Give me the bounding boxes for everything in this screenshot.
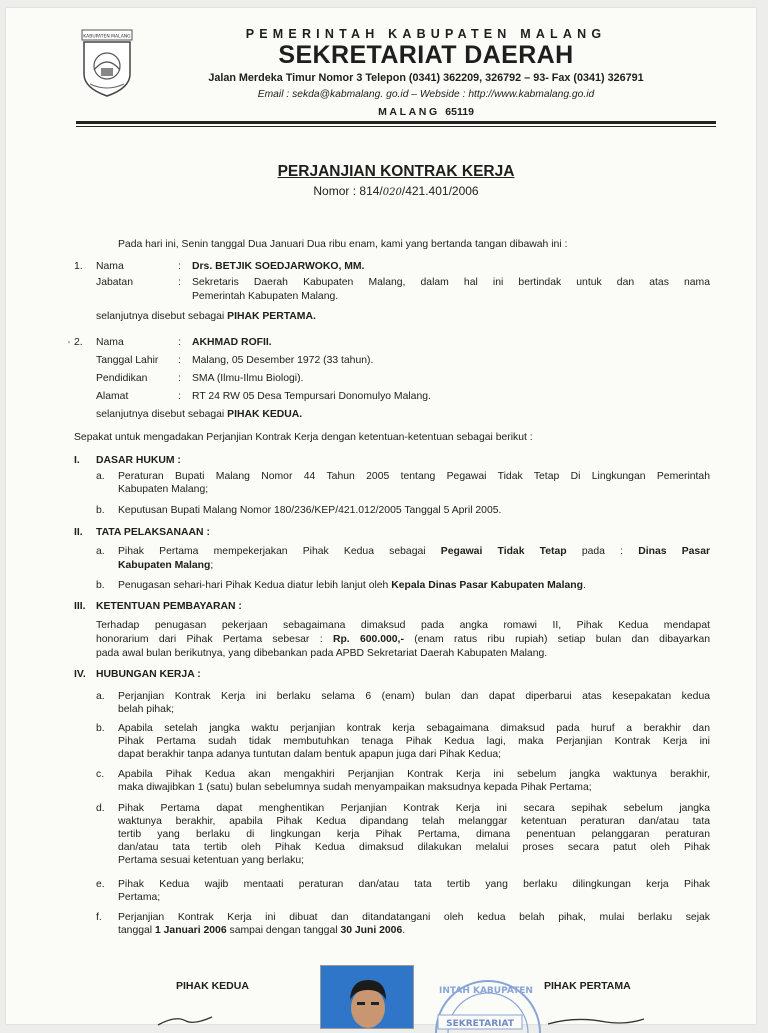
section4-b-line3: dapat berakhir tanpa adanya tuntutan dalam bentuk apapun juga dari Pihak Kedua; xyxy=(118,749,502,760)
section4-e-label: e. xyxy=(96,879,105,890)
signature-mark-left xyxy=(156,1013,216,1027)
stamp-text: SEKRETARIAT xyxy=(446,1019,514,1029)
section4-number: IV. xyxy=(74,669,86,680)
margin-mark: ' xyxy=(68,340,70,351)
party2-number: 2. xyxy=(74,337,83,348)
intro-text: Pada hari ini, Senin tanggal Dua Januari Dua ribu enam, kami yang bertanda tangan dibawah ini : xyxy=(118,239,568,250)
section4-c-label: c. xyxy=(96,769,105,780)
section4-colon: : xyxy=(197,669,201,680)
regency-crest-icon xyxy=(80,28,134,98)
party2-address: RT 24 RW 05 Desa Tempursari Donomulyo Malang. xyxy=(192,391,431,402)
party2-closing xyxy=(96,408,302,421)
section4-e-line2: Pertama; xyxy=(118,892,161,903)
section3-colon: : xyxy=(238,601,242,612)
party2-name-colon: : xyxy=(178,337,181,348)
document-number xyxy=(206,184,586,198)
party2-birth-colon: : xyxy=(178,355,181,366)
party2-address-colon: : xyxy=(178,391,181,402)
section1-title-text: DASAR HUKUM xyxy=(96,455,175,466)
section2-a-mid: pada : xyxy=(581,546,624,557)
section4-d-label: d. xyxy=(96,803,105,814)
section4-c-line2: maka diwajibkan 1 (satu) bulan sebelumnya sudah menyampaikan maksudnya kepada Pihak Pertama; xyxy=(118,782,592,793)
section3-line2-post: (enam ratus ribu rupiah) setiap bulan dan dibayarkan xyxy=(414,634,711,645)
signature-label-second-party: PIHAK KEDUA xyxy=(176,980,249,992)
section4-d-line1: Pihak Pertama dapat menghentikan Perjanjian Kontrak Kerja ini secara sepihak sebelum jangka xyxy=(118,803,710,814)
party1-role: PIHAK PERTAMA. xyxy=(227,311,316,322)
party2-education-label: Pendidikan xyxy=(96,373,148,384)
section4-f-pre: tanggal xyxy=(118,925,153,936)
section2-b-label: b. xyxy=(96,580,105,591)
party2-address-label: Alamat xyxy=(96,391,129,402)
number-suffix: /421.401/2006 xyxy=(401,184,479,198)
section4-d-line2: waktunya berakhir, apabila Pihak Kedua dipandang telah melanggar ketentuan peraturan dan/atau tata xyxy=(118,816,710,827)
section1-b-line1: Keputusan Bupati Malang Nomor 180/236/KEP/421.012/2005 Tanggal 5 April 2005. xyxy=(118,505,502,516)
section4-d-line4: dan/atau tata tertib oleh Pihak Kedua dimaksud dilakukan melalui proses secara patut oleh Pihak xyxy=(118,842,710,853)
section4-f-label: f. xyxy=(96,912,102,923)
section1-a-label: a. xyxy=(96,471,105,482)
section2-b-pre: Penugasan sehari-hari Pihak Kedua diatur lebih lanjut oleh xyxy=(118,580,389,591)
number-prefix: Nomor : 814/ xyxy=(313,184,383,198)
person-portrait-icon xyxy=(321,966,413,1028)
party1-position-line1: Sekretaris Daerah Kabupaten Malang, dalam hal ini bertindak untuk dan atas nama xyxy=(192,277,710,288)
party1-closing xyxy=(96,310,316,323)
party2-role: PIHAK KEDUA. xyxy=(227,409,303,420)
letterhead-office: SEKRETARIAT DAERAH xyxy=(278,41,574,69)
section4-f-line1: Perjanjian Kontrak Kerja ini dibuat dan ditandatangani oleh kedua belah pihak, mulai berlaku sejak xyxy=(118,912,710,923)
signature-label-first-party: PIHAK PERTAMA xyxy=(544,980,631,992)
section2-a-status: Pegawai Tidak Tetap xyxy=(440,546,567,557)
agreement-text: Sepakat untuk mengadakan Perjanjian Kontrak Kerja dengan ketentuan-ketentuan sebagai berikut : xyxy=(74,432,533,443)
official-stamp-icon xyxy=(426,963,546,1033)
city-name: MALANG xyxy=(378,106,440,118)
section2-a-pre: Pihak Pertama mempekerjakan Pihak Kedua sebagai xyxy=(118,546,426,557)
section1-b-label: b. xyxy=(96,505,105,516)
party1-number: 1. xyxy=(74,261,83,272)
section2-number: II. xyxy=(74,527,83,538)
section1-colon: : xyxy=(177,455,181,466)
section2-a-line1 xyxy=(118,545,710,558)
section2-b-line1 xyxy=(118,579,586,592)
party1-name: Drs. BETJIK SOEDJARWOKO, MM. xyxy=(192,261,365,272)
section4-a-label: a. xyxy=(96,691,105,702)
letterhead-government: PEMERINTAH KABUPATEN MALANG xyxy=(245,27,607,41)
section4-f-line2 xyxy=(118,924,405,937)
section4-b-label: b. xyxy=(96,723,105,734)
party1-name-colon: : xyxy=(178,261,181,272)
section3-number: III. xyxy=(74,601,86,612)
section4-c-line1: Apabila Pihak Kedua akan mengakhiri Perjanjian Kontrak Kerja ini sebelum jangka waktunya berakhir, xyxy=(118,769,710,780)
party2-education-colon: : xyxy=(178,373,181,384)
section4-d-line5: Pertama sesuai ketentuan yang berlaku; xyxy=(118,855,304,866)
section4-a-line2: belah pihak; xyxy=(118,704,175,715)
section3-line2-pre: honorarium dari Pihak Pertama sebesar : xyxy=(96,634,323,645)
section1-a-line1: Peraturan Bupati Malang Nomor 44 Tahun 2005 tentang Pegawai Tidak Tetap Di Lingkungan Pemerintah xyxy=(118,471,710,482)
section4-title xyxy=(96,668,201,681)
signature-mark-right xyxy=(546,1016,646,1026)
letterhead-address: Jalan Merdeka Timur Nomor 3 Telepon (0341) 362209, 326792 – 93- Fax (0341) 326791 xyxy=(208,72,644,84)
section4-f-start-date: 1 Januari 2006 xyxy=(154,925,227,936)
letterhead-email: Email : sekda@kabmalang. go.id – Webside : http://www.kabmalang.go.id xyxy=(257,89,595,100)
section2-b-head: Kepala Dinas Pasar Kabupaten Malang xyxy=(391,580,583,591)
section4-title-text: HUBUNGAN KERJA xyxy=(96,669,195,680)
section2-a-office-end: Kabupaten Malang xyxy=(118,560,211,571)
section4-f-end: . xyxy=(402,925,406,936)
party2-name: AKHMAD ROFII. xyxy=(192,337,272,348)
party1-position-colon: : xyxy=(178,277,181,288)
party1-name-label: Nama xyxy=(96,261,124,272)
section3-amount: Rp. 600.000,- xyxy=(332,634,404,645)
section1-a-line2: Kabupaten Malang; xyxy=(118,484,209,495)
section2-a-line2 xyxy=(118,559,213,572)
letterhead-city xyxy=(306,106,546,118)
document-page xyxy=(6,8,756,1029)
section1-number: I. xyxy=(74,455,80,466)
letterhead-rule-thin xyxy=(76,126,716,127)
section4-a-line1: Perjanjian Kontrak Kerja ini berlaku selama 6 (enam) bulan dan dapat diperbarui atas kesepakatan kedua xyxy=(118,691,710,702)
section2-title xyxy=(96,526,210,539)
party2-education: SMA (Ilmu-Ilmu Biologi). xyxy=(192,373,304,384)
document-title: PERJANJIAN KONTRAK KERJA xyxy=(277,163,515,180)
party1-closing-text: selanjutnya disebut sebagai xyxy=(96,311,225,322)
number-handwritten: 020 xyxy=(382,187,402,198)
id-photo xyxy=(320,965,414,1029)
crest-label: KABUPATEN MALANG xyxy=(83,34,131,40)
section3-line3: pada awal bulan berikutnya, yang dibebankan pada APBD Sekretariat Daerah Kabupaten Malang. xyxy=(96,648,548,659)
party2-birth-label: Tanggal Lahir xyxy=(96,355,159,366)
section1-title xyxy=(96,454,181,467)
section3-line1: Terhadap penugasan pekerjaan sebagaimana dimaksud pada angka romawi II, Pihak Kedua mendapat xyxy=(96,620,710,631)
section4-f-end-date: 30 Juni 2006 xyxy=(340,925,403,936)
section4-b-line2: Pihak Pertama sudah tidak membutuhkan tenaga Pihak Kedua lagi, maka Perjanjian Kontrak Kerja ini xyxy=(118,736,710,747)
section3-title-text: KETENTUAN PEMBAYARAN xyxy=(96,601,236,612)
party1-position-line2: Pemerintah Kabupaten Malang. xyxy=(192,291,339,302)
party2-name-label: Nama xyxy=(96,337,124,348)
section4-d-line3: tertib yang berlaku di lingkungan kerja Pihak Pertama, dimana penentuan pelanggaran peraturan xyxy=(118,829,710,840)
section2-a-office: Dinas Pasar xyxy=(638,546,711,557)
party1-position-label: Jabatan xyxy=(96,277,133,288)
letterhead-rule-thick xyxy=(76,121,716,124)
party2-closing-text: selanjutnya disebut sebagai xyxy=(96,409,225,420)
section2-title-text: TATA PELAKSANAAN xyxy=(96,527,204,538)
section3-title xyxy=(96,600,242,613)
section4-b-line1: Apabila setelah jangka waktu perjanjian kontrak kerja sebagaimana dimaksud pada huruf a berakhir dan xyxy=(118,723,710,734)
postcode: 65119 xyxy=(445,106,474,118)
section2-a-end: ; xyxy=(210,560,214,571)
section4-e-line1: Pihak Kedua wajib mentaati peraturan dan/atau tata tertib yang berlaku dilingkungan kerja Pihak xyxy=(118,879,710,890)
stamp-arc-text: INTAH KABUPATEN xyxy=(439,986,533,996)
section4-f-mid: sampai dengan tanggal xyxy=(229,925,338,936)
party2-birth: Malang, 05 Desember 1972 (33 tahun). xyxy=(192,355,374,366)
section2-colon: : xyxy=(206,527,210,538)
section2-a-label: a. xyxy=(96,546,105,557)
section2-b-end: . xyxy=(582,580,586,591)
section3-line2 xyxy=(96,633,710,646)
